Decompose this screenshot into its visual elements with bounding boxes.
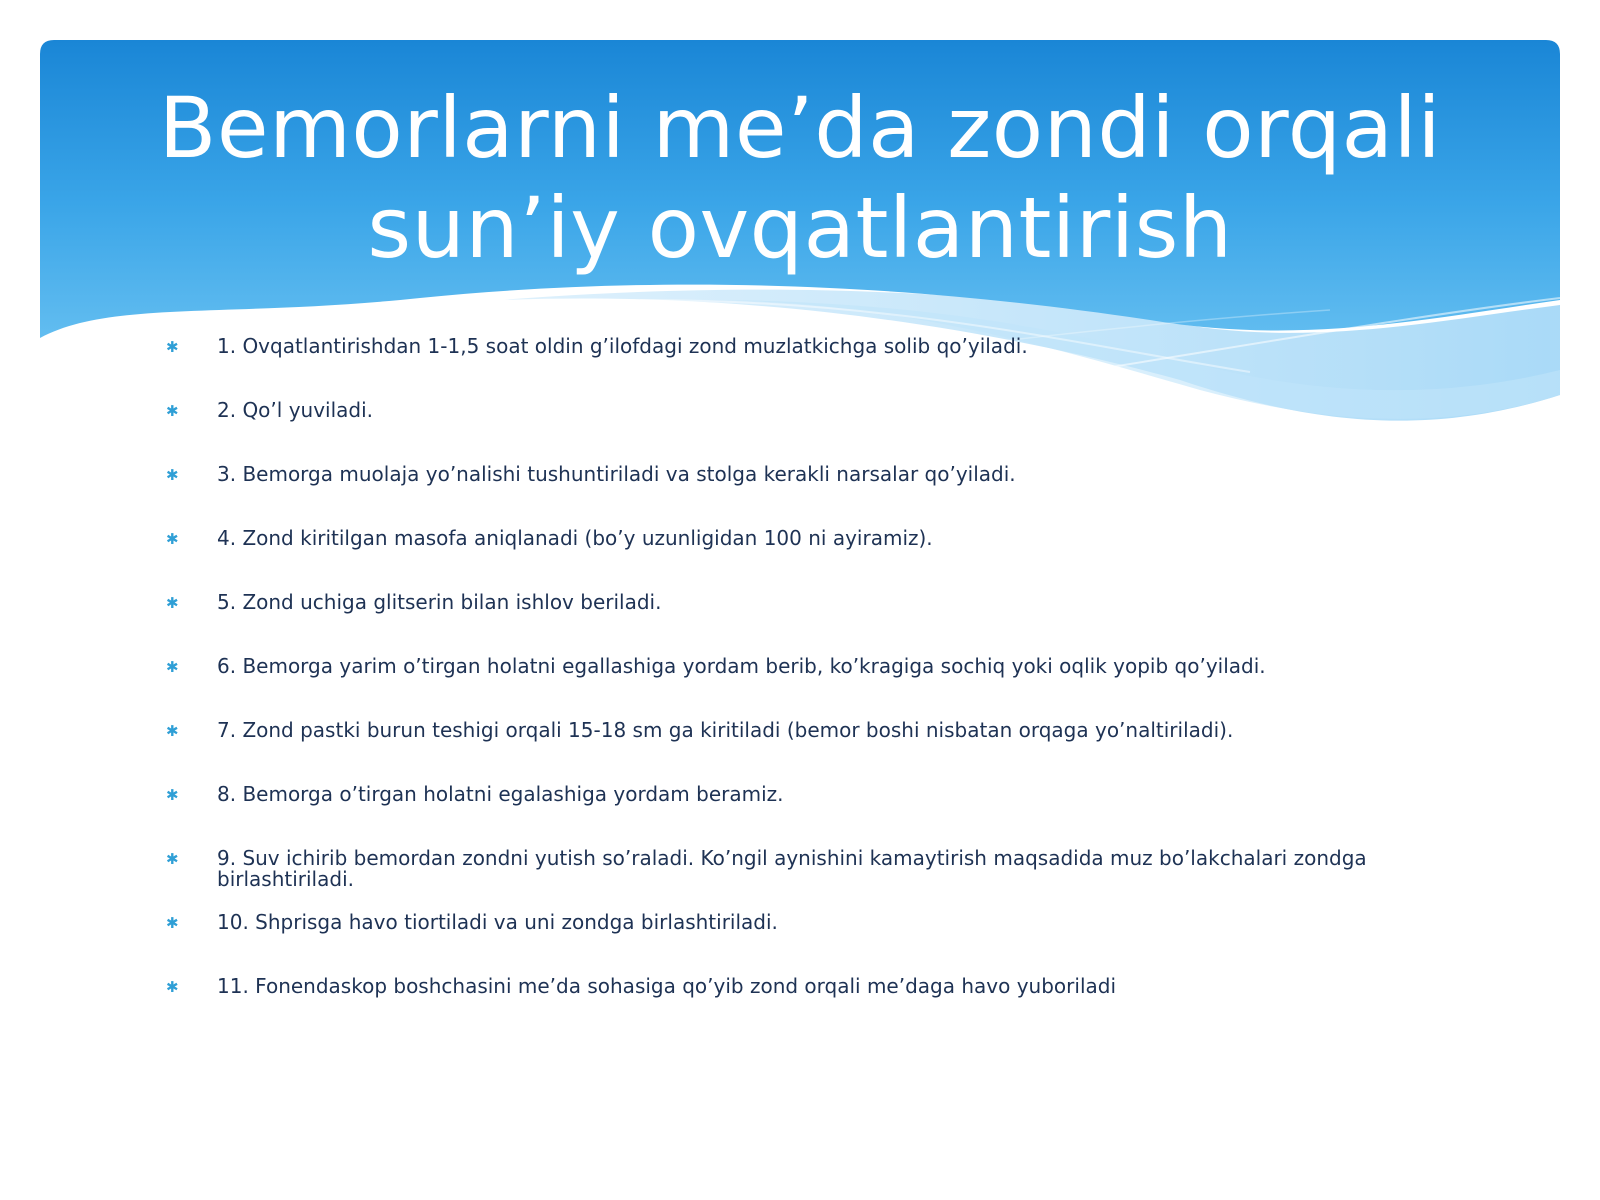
list-item — [160, 976, 1410, 1020]
asterisk-bullet-icon: ✱ — [166, 338, 179, 356]
asterisk-bullet-icon: ✱ — [166, 914, 179, 932]
slide-title-line-2: sun’iy ovqatlantirish — [367, 179, 1233, 277]
list-item — [160, 848, 1410, 892]
asterisk-bullet-icon: ✱ — [166, 722, 179, 740]
slide-title-line-1: Bemorlarni me’da zondi orqali — [158, 79, 1442, 177]
list-item-text: 1. Ovqatlantirishdan 1-1,5 soat oldin g’ilofdagi zond muzlatkichga solib qo’yiladi. — [217, 334, 1028, 358]
list-item-text: 6. Bemorga yarim o’tirgan holatni egallashiga yordam berib, ko’kragiga sochiq yoki oqlik yopib qo’yiladi. — [217, 654, 1266, 678]
list-item-text: 7. Zond pastki burun teshigi orqali 15-18 sm ga kiritiladi (bemor boshi nisbatan orqaga yo’naltiriladi). — [217, 718, 1234, 742]
list-item — [160, 528, 1410, 572]
asterisk-bullet-icon: ✱ — [166, 850, 179, 868]
list-item — [160, 400, 1410, 444]
list-item — [160, 592, 1410, 636]
list-item-text: 11. Fonendaskop boshchasini me’da sohasiga qo’yib zond orqali me’daga havo yuboriladi — [217, 974, 1117, 998]
asterisk-bullet-icon: ✱ — [166, 658, 179, 676]
list-item-text: 9. Suv ichirib bemordan zondni yutish so’raladi. Ko’ngil aynishini kamaytirish maqsadida muz bo’lakchalari zondga birlashtiriladi. — [217, 846, 1367, 891]
list-item — [160, 912, 1410, 956]
asterisk-bullet-icon: ✱ — [166, 466, 179, 484]
asterisk-bullet-icon: ✱ — [166, 530, 179, 548]
asterisk-bullet-icon: ✱ — [166, 594, 179, 612]
list-item-text: 8. Bemorga o’tirgan holatni egalashiga yordam beramiz. — [217, 782, 784, 806]
list-item-text: 10. Shprisga havo tiortiladi va uni zondga birlashtiriladi. — [217, 910, 778, 934]
list-item — [160, 784, 1410, 828]
asterisk-bullet-icon: ✱ — [166, 402, 179, 420]
asterisk-bullet-icon: ✱ — [166, 978, 179, 996]
slide-title — [90, 78, 1510, 278]
bullet-list — [160, 336, 1410, 1040]
list-item-text: 5. Zond uchiga glitserin bilan ishlov beriladi. — [217, 590, 662, 614]
list-item-text: 4. Zond kiritilgan masofa aniqlanadi (bo’y uzunligidan 100 ni ayiramiz). — [217, 526, 933, 550]
list-item — [160, 720, 1410, 764]
list-item-text: 3. Bemorga muolaja yo’nalishi tushuntiriladi va stolga kerakli narsalar qo’yiladi. — [217, 462, 1016, 486]
list-item — [160, 656, 1410, 700]
list-item — [160, 464, 1410, 508]
asterisk-bullet-icon: ✱ — [166, 786, 179, 804]
list-item-text: 2. Qo’l yuviladi. — [217, 398, 374, 422]
list-item — [160, 336, 1410, 380]
